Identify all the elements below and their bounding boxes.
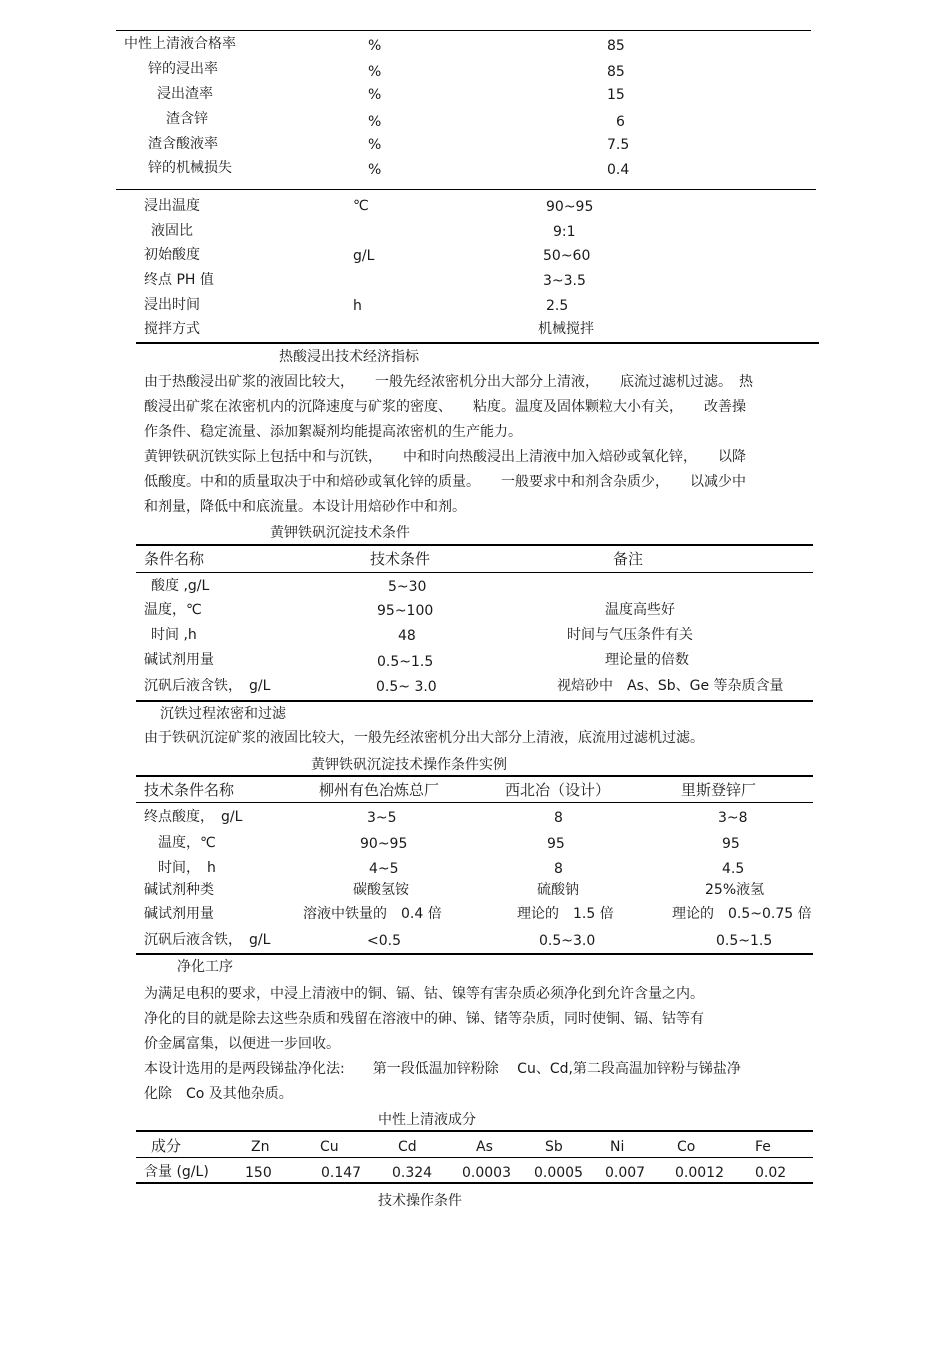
condition-value: 3~3.5 (543, 273, 586, 289)
condition-name: 沉矾后液含铁， g/L (144, 678, 271, 694)
indicator-unit: % (368, 162, 382, 178)
column-header: 里斯登锌厂 (681, 781, 757, 799)
indicator-unit: % (368, 137, 382, 153)
table-cell: 90~95 (360, 836, 408, 852)
indicator-value: 0.4 (607, 162, 630, 178)
paragraph-line: 净化的目的就是除去这些杂质和残留在溶液中的砷、锑、锗等杂质，同时使铜、镉、钴等有 (144, 1011, 704, 1027)
table-cell: 碳酸氢铵 (353, 882, 409, 898)
jarosite-header-rule (136, 572, 813, 573)
indicator-name: 锌的机械损失 (148, 160, 232, 176)
column-header: Cu (320, 1139, 339, 1155)
condition-name: 温度，℃ (144, 602, 202, 618)
section-text: 由于铁矾沉淀矿浆的液固比较大，一般先经浓密机分出大部分上清液，底流用过滤机过滤。 (144, 730, 704, 746)
table-cell: 碱试剂种类 (144, 882, 214, 898)
table-cell: 0.147 (321, 1165, 362, 1181)
paragraph-line: 和剂量，降低中和底流量。本设计用焙砂作中和剂。 (144, 499, 466, 515)
condition-name: 碱试剂用量 (144, 652, 214, 668)
condition-value: 5~30 (388, 579, 427, 595)
column-header: 技术条件 (370, 550, 431, 568)
table-cell: 8 (554, 810, 563, 826)
neutral-caption: 中性上清液成分 (378, 1112, 476, 1128)
leach-caption: 热酸浸出技术经济指标 (279, 349, 419, 365)
table-cell: 含量 (g/L) (144, 1164, 209, 1180)
condition-note: 温度高些好 (605, 602, 675, 618)
paragraph-line: 低酸度。中和的质量取决于中和焙砂或氧化锌的质量。 一般要求中和剂含杂质少， 以减少中 (144, 474, 746, 490)
condition-name: 浸出时间 (144, 297, 200, 313)
indicators-top-rule (116, 30, 811, 31)
paragraph-jarosite (144, 445, 814, 520)
paragraph-line: 由于热酸浸出矿浆的液固比较大， 一般先经浓密机分出大部分上清液， 底流过滤机过滤。 热 (144, 374, 753, 390)
condition-unit: ℃ (353, 198, 369, 214)
jarosite-top-rule (136, 544, 813, 546)
section-title: 沉铁过程浓密和过滤 (160, 706, 286, 722)
indicator-name: 渣含锌 (166, 111, 208, 127)
table-cell: 沉矾后液含铁， g/L (144, 932, 271, 948)
indicator-value: 15 (607, 87, 625, 103)
leach-bottom-rule (136, 342, 819, 344)
column-header: Fe (755, 1139, 771, 1155)
indicator-value: 85 (607, 64, 625, 80)
plant-top-rule (136, 775, 813, 777)
paragraph-purification (144, 982, 814, 1107)
table-cell: 4~5 (369, 861, 399, 877)
column-header: 条件名称 (144, 550, 205, 568)
condition-name: 终点 PH 值 (144, 272, 214, 288)
column-header: Sb (545, 1139, 563, 1155)
table-cell: 3~5 (367, 810, 397, 826)
indicator-unit: % (368, 87, 382, 103)
condition-note: 视焙砂中 As、Sb、Ge 等杂质含量 (557, 678, 784, 694)
column-header: 柳州有色冶炼总厂 (319, 781, 440, 799)
condition-value: 机械搅拌 (538, 321, 594, 337)
plant-header-rule (136, 802, 813, 803)
table-cell: 温度，℃ (158, 835, 216, 851)
indicator-name: 锌的浸出率 (148, 61, 218, 77)
plant-examples-caption: 黄钾铁矾沉淀技术操作条件实例 (311, 757, 507, 773)
indicator-value: 7.5 (607, 137, 630, 153)
table-cell: 8 (554, 861, 563, 877)
neutral-header-rule (136, 1157, 813, 1158)
footer-caption: 技术操作条件 (378, 1193, 462, 1209)
table-cell: 0.5~3.0 (539, 933, 596, 949)
indicator-unit: % (368, 64, 382, 80)
indicator-name: 渣含酸液率 (148, 136, 218, 152)
table-cell: 3~8 (718, 810, 748, 826)
neutral-bottom-rule (136, 1182, 813, 1184)
condition-note: 时间与气压条件有关 (567, 627, 693, 643)
condition-value: 2.5 (546, 298, 569, 314)
table-cell: 95 (722, 836, 740, 852)
table-cell: 0.324 (392, 1165, 433, 1181)
table-cell: 硫酸钠 (537, 882, 579, 898)
indicator-name: 浸出渣率 (157, 86, 213, 102)
condition-value: 50~60 (543, 248, 591, 264)
table-cell: 0.0003 (462, 1165, 511, 1181)
table-cell: <0.5 (367, 933, 401, 949)
paragraph-line: 酸浸出矿浆在浓密机内的沉降速度与矿浆的密度、 粘度。温度及固体颗粒大小有关， 改善操 (144, 399, 746, 415)
paragraph-line: 黄钾铁矾沉铁实际上包括中和与沉铁， 中和时向热酸浸出上清液中加入焙砂或氧化锌， 以降 (144, 449, 746, 465)
condition-name: 初始酸度 (144, 247, 200, 263)
table-cell: 0.02 (755, 1165, 787, 1181)
indicator-value: 6 (616, 114, 625, 130)
column-header: Cd (398, 1139, 417, 1155)
table-cell: 0.0005 (534, 1165, 583, 1181)
paragraph-thickening (144, 370, 814, 445)
table-cell: 时间， h (158, 860, 216, 876)
condition-unit: h (353, 298, 362, 314)
column-header: 备注 (613, 550, 644, 568)
column-header: 技术条件名称 (144, 781, 235, 799)
paragraph-line: 作条件、稳定流量、添加絮凝剂均能提高浓密机的生产能力。 (144, 424, 522, 440)
table-cell: 150 (245, 1165, 272, 1181)
indicator-name: 中性上清液合格率 (124, 36, 236, 52)
condition-value: 0.5~1.5 (377, 654, 434, 670)
paragraph-line: 价金属富集，以便进一步回收。 (144, 1036, 340, 1052)
table-cell: 理论的 1.5 倍 (517, 906, 614, 922)
purification-title: 净化工序 (177, 959, 233, 975)
condition-unit: g/L (353, 248, 375, 264)
table-cell: 终点酸度， g/L (144, 809, 243, 825)
condition-name: 酸度 ,g/L (151, 578, 210, 594)
paragraph-line: 化除 Co 及其他杂质。 (144, 1086, 293, 1102)
table-cell: 0.0012 (675, 1165, 724, 1181)
table-cell: 0.5~1.5 (716, 933, 773, 949)
jarosite-caption: 黄钾铁矾沉淀技术条件 (270, 525, 410, 541)
table-cell: 4.5 (722, 861, 745, 877)
indicators-bottom-rule (116, 189, 816, 190)
paragraph-line: 本设计选用的是两段锑盐净化法: 第一段低温加锌粉除 Cu、Cd,第二段高温加锌粉与锑盐净 (144, 1061, 741, 1077)
condition-value: 48 (398, 628, 416, 644)
column-header: 西北冶（设计） (505, 781, 611, 799)
jarosite-bottom-rule (136, 700, 813, 702)
condition-value: 90~95 (546, 199, 594, 215)
condition-value: 9:1 (553, 224, 576, 240)
column-header: Co (677, 1139, 696, 1155)
condition-name: 液固比 (151, 223, 193, 239)
condition-note: 理论量的倍数 (605, 652, 689, 668)
column-header: Zn (251, 1139, 270, 1155)
condition-name: 时间 ,h (151, 627, 197, 643)
condition-name: 搅拌方式 (144, 321, 200, 337)
indicator-unit: % (368, 38, 382, 54)
plant-bottom-rule (136, 953, 813, 955)
paragraph-line: 为满足电积的要求，中浸上清液中的铜、镉、钴、镍等有害杂质必须净化到允许含量之内。 (144, 986, 704, 1002)
table-cell: 溶液中铁量的 0.4 倍 (303, 906, 442, 922)
condition-name: 浸出温度 (144, 198, 200, 214)
indicator-value: 85 (607, 38, 625, 54)
table-cell: 0.007 (605, 1165, 646, 1181)
table-cell: 25%液氢 (705, 882, 765, 898)
column-header: Ni (610, 1139, 625, 1155)
condition-value: 95~100 (377, 603, 434, 619)
indicator-unit: % (368, 114, 382, 130)
table-cell: 95 (547, 836, 565, 852)
column-header: 成分 (151, 1137, 182, 1155)
table-cell: 碱试剂用量 (144, 906, 214, 922)
neutral-top-rule (136, 1130, 813, 1132)
column-header: As (476, 1139, 493, 1155)
condition-value: 0.5~ 3.0 (376, 679, 437, 695)
table-cell: 理论的 0.5~0.75 倍 (672, 906, 812, 922)
